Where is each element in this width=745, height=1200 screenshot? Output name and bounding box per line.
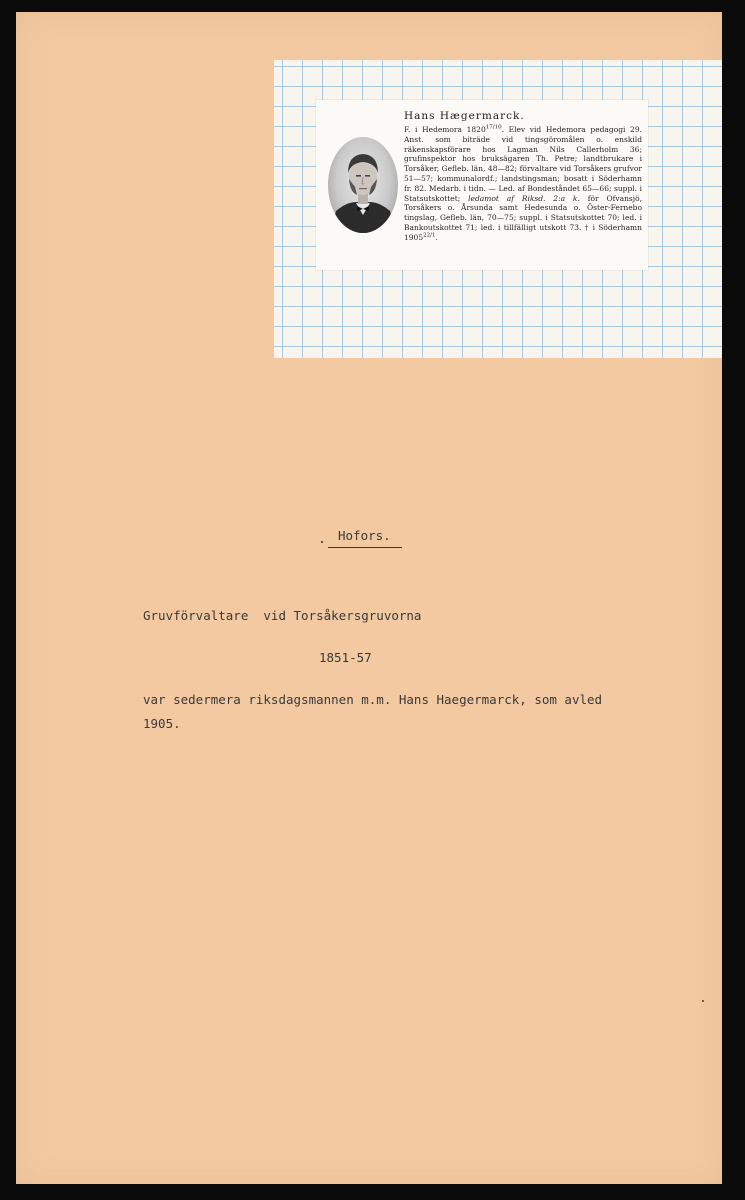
bio-end: .: [435, 232, 438, 242]
paper-mark: [702, 1000, 704, 1002]
typed-line-title: Gruvförvaltare vid Torsåkersgruvorna: [143, 608, 422, 623]
bio-after: för Ofvansjö, Torsåkers o. Årsunda samt Hedesunda o. Öster-Fernebo tingslag, Gefleb. län, 70—75; suppl. i Statsutskottet 70; led. i Bankoutskottet 71; led. i tillfälligt utskott 73. † i Söderhamn 1905: [404, 193, 642, 242]
clipping-name: Hans Hægermarck.: [404, 110, 525, 122]
birth-date-sup: 17/10: [485, 124, 502, 131]
death-date-sup: 22/1: [423, 232, 436, 239]
bio-middle: . Elev vid Hedemora pedagogi 29. Anst. som biträde vid tingsgöromålen o. enskild räkenskapsförare hos Lagman Nils Callerholm 36; grufinspektor hos bruksägaren Th. Petre; landtbrukare i Torsåker, Gefleb. län, 48—82; förvaltare vid Torsåkers grufvor 51—57; kommunalordf.; landstingsman; bosatt i Söderhamn fr. 82. Medarb. i tidn. — Led. af Bondeståndet 65—66; suppl. i Statsutskottet;: [404, 125, 642, 203]
typed-line-year: 1905.: [143, 716, 181, 731]
bio-birth: F. i Hedemora 1820: [404, 125, 486, 134]
portrait-photo: [328, 137, 398, 233]
typed-line-description: var sedermera riksdagsmannen m.m. Hans Haegermarck, som avled: [143, 692, 603, 707]
clipping-biography: [404, 125, 642, 243]
heading-underline: [328, 547, 402, 548]
typed-years: 1851-57: [319, 650, 372, 665]
bio-italic: ledamot af Riksd. 2:a k.: [468, 193, 580, 203]
heading-dot: [321, 541, 323, 543]
newspaper-clipping: [316, 100, 648, 270]
typed-heading: Hofors.: [338, 528, 391, 543]
